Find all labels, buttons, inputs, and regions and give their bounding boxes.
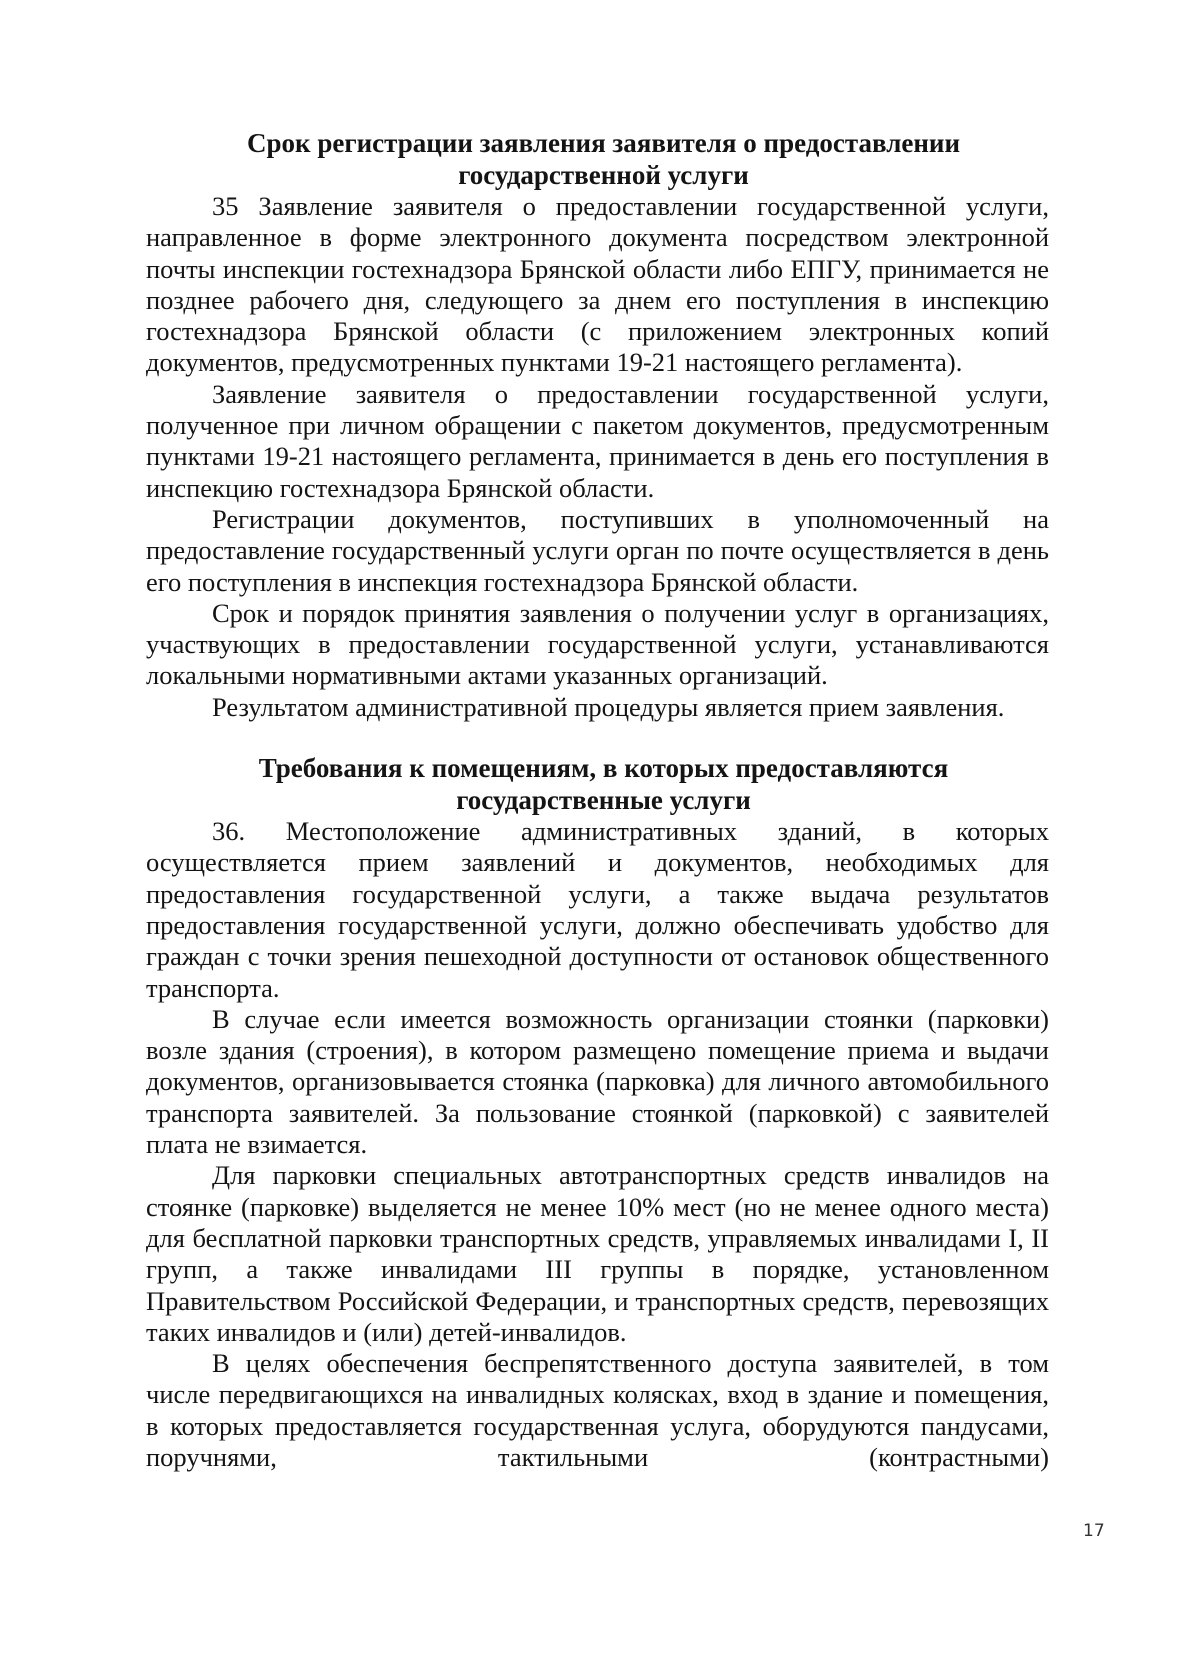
section-heading-premises-requirements <box>146 753 1049 816</box>
heading-line: Требования к помещениям, в которых предоставляются <box>258 753 949 784</box>
document-body <box>146 128 1049 1473</box>
paragraph-36: 36. Местоположение административных зданий, в которых осуществляется прием заявлений и документов, необходимых для предоставления государственной услуги, а также выдача результатов предоставления государственной услуги, должно обеспечивать удобство для граждан с точки зрения пешеходной доступности от остановок общественного транспорта. <box>146 816 1049 1003</box>
page-number: 17 <box>1083 1521 1105 1541</box>
heading-line: государственные услуги <box>456 784 751 815</box>
paragraph: Срок и порядок принятия заявления о получении услуг в организациях, участвующих в предоставлении государственной услуги, устанавливаются локальными нормативными актами указанных организаций. <box>146 597 1049 691</box>
paragraph-35: 35 Заявление заявителя о предоставлении государственной услуги, направленное в форме электронного документа посредством электронной почты инспекции гостехнадзора Брянской области либо ЕПГУ, принимается не позднее рабочего дня, следующего за днем его поступления в инспекцию гостехнадзора Брянской области (с приложением электронных копий документов, предусмотренных пунктами 19-21 настоящего регламента). <box>146 191 1049 378</box>
paragraph: Заявление заявителя о предоставлении государственной услуги, полученное при личном обращении с пакетом документов, предусмотренным пунктами 19-21 настоящего регламента, принимается в день его поступления в инспекцию гостехнадзора Брянской области. <box>146 378 1049 503</box>
paragraph: Для парковки специальных автотранспортных средств инвалидов на стоянке (парковке) выделяется не менее 10% мест (но не менее одного места) для бесплатной парковки транспортных средств, управляемых инвалидами I, II групп, а также инвалидами III группы в порядке, установленном Правительством Российской Федерации, и транспортных средств, перевозящих таких инвалидов и (или) детей-инвалидов. <box>146 1160 1049 1347</box>
paragraph: Результатом административной процедуры является прием заявления. <box>212 691 1005 722</box>
paragraph: В случае если имеется возможность организации стоянки (парковки) возле здания (строения), в котором размещено помещение приема и выдачи документов, организовывается стоянка (парковка) для личного автомобильного транспорта заявителей. За пользование стоянкой (парковкой) с заявителей плата не взимается. <box>146 1003 1049 1160</box>
heading-line: государственной услуги <box>458 159 749 190</box>
section-heading-registration-term <box>146 128 1049 191</box>
paragraph: Регистрации документов, поступивших в уполномоченный на предоставление государственный услуги орган по почте осуществляется в день его поступления в инспекция гостехнадзора Брянской области. <box>146 503 1049 597</box>
section-spacer <box>146 723 1049 753</box>
paragraph: В целях обеспечения беспрепятственного доступа заявителей, в том числе передвигающихся на инвалидных колясках, вход в здание и помещения, в которых предоставляется государственная услуга, оборудуются пандусами, поручнями, тактильными (контрастными) <box>146 1348 1049 1472</box>
heading-line: Срок регистрации заявления заявителя о предоставлении <box>247 128 960 158</box>
